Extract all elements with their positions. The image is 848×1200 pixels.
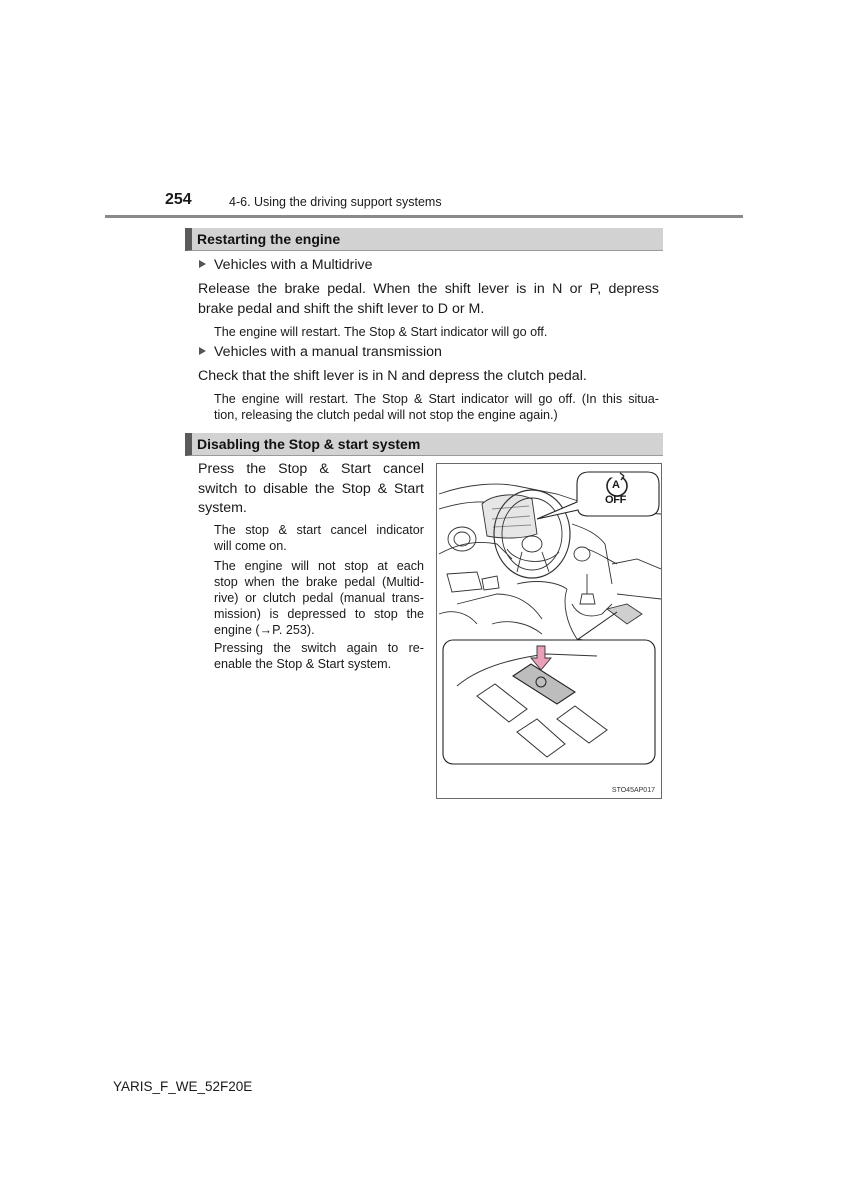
section-title-disable: Disabling the Stop & start system — [197, 436, 421, 452]
manual-label: Vehicles with a manual transmission — [199, 344, 442, 360]
header-divider — [105, 215, 743, 218]
figure-code: STO45AP017 — [611, 787, 655, 794]
stop-start-switch-illustration — [436, 463, 662, 799]
page-number: 254 — [165, 191, 192, 208]
disable-note-reenable: Pressing the switch again to re- enable the Stop & Start system. — [214, 641, 424, 671]
document-code: YARIS_F_WE_52F20E — [113, 1079, 253, 1094]
section-title-restart: Restarting the engine — [197, 231, 341, 247]
disable-note-indicator: The stop & start cancel indicator will come on. — [214, 523, 424, 553]
dashboard-drawing — [437, 464, 661, 798]
disable-instruction: Press the Stop & Start cancel switch to disable the Stop & Start system. — [198, 461, 424, 516]
multidrive-instruction: Release the brake pedal. When the shift lever is in N or P, depress brake pedal and shift the shift lever to D or M. — [198, 281, 659, 317]
disable-note-engine: The engine will not stop at each stop when the brake pedal (Multid- rive) or clutch pedal (manual trans- mission) is depressed to stop the engine (→P. 253). — [214, 559, 424, 637]
section-heading-disable — [185, 433, 663, 456]
indicator-letter: A — [612, 479, 620, 491]
section-heading-restart — [185, 228, 663, 251]
manual-instruction: Check that the shift lever is in N and depress the clutch pedal. — [198, 368, 587, 384]
indicator-off-label: OFF — [605, 494, 627, 506]
manual-note: The engine will restart. The Stop & Start indicator will go off. (In this situa- tion, releasing the clutch pedal will not stop the engine again.) — [214, 392, 659, 422]
multidrive-note: The engine will restart. The Stop & Start indicator will go off. — [214, 325, 548, 339]
chapter-title: 4-6. Using the driving support systems — [229, 195, 442, 209]
multidrive-label: Vehicles with a Multidrive — [199, 257, 373, 273]
